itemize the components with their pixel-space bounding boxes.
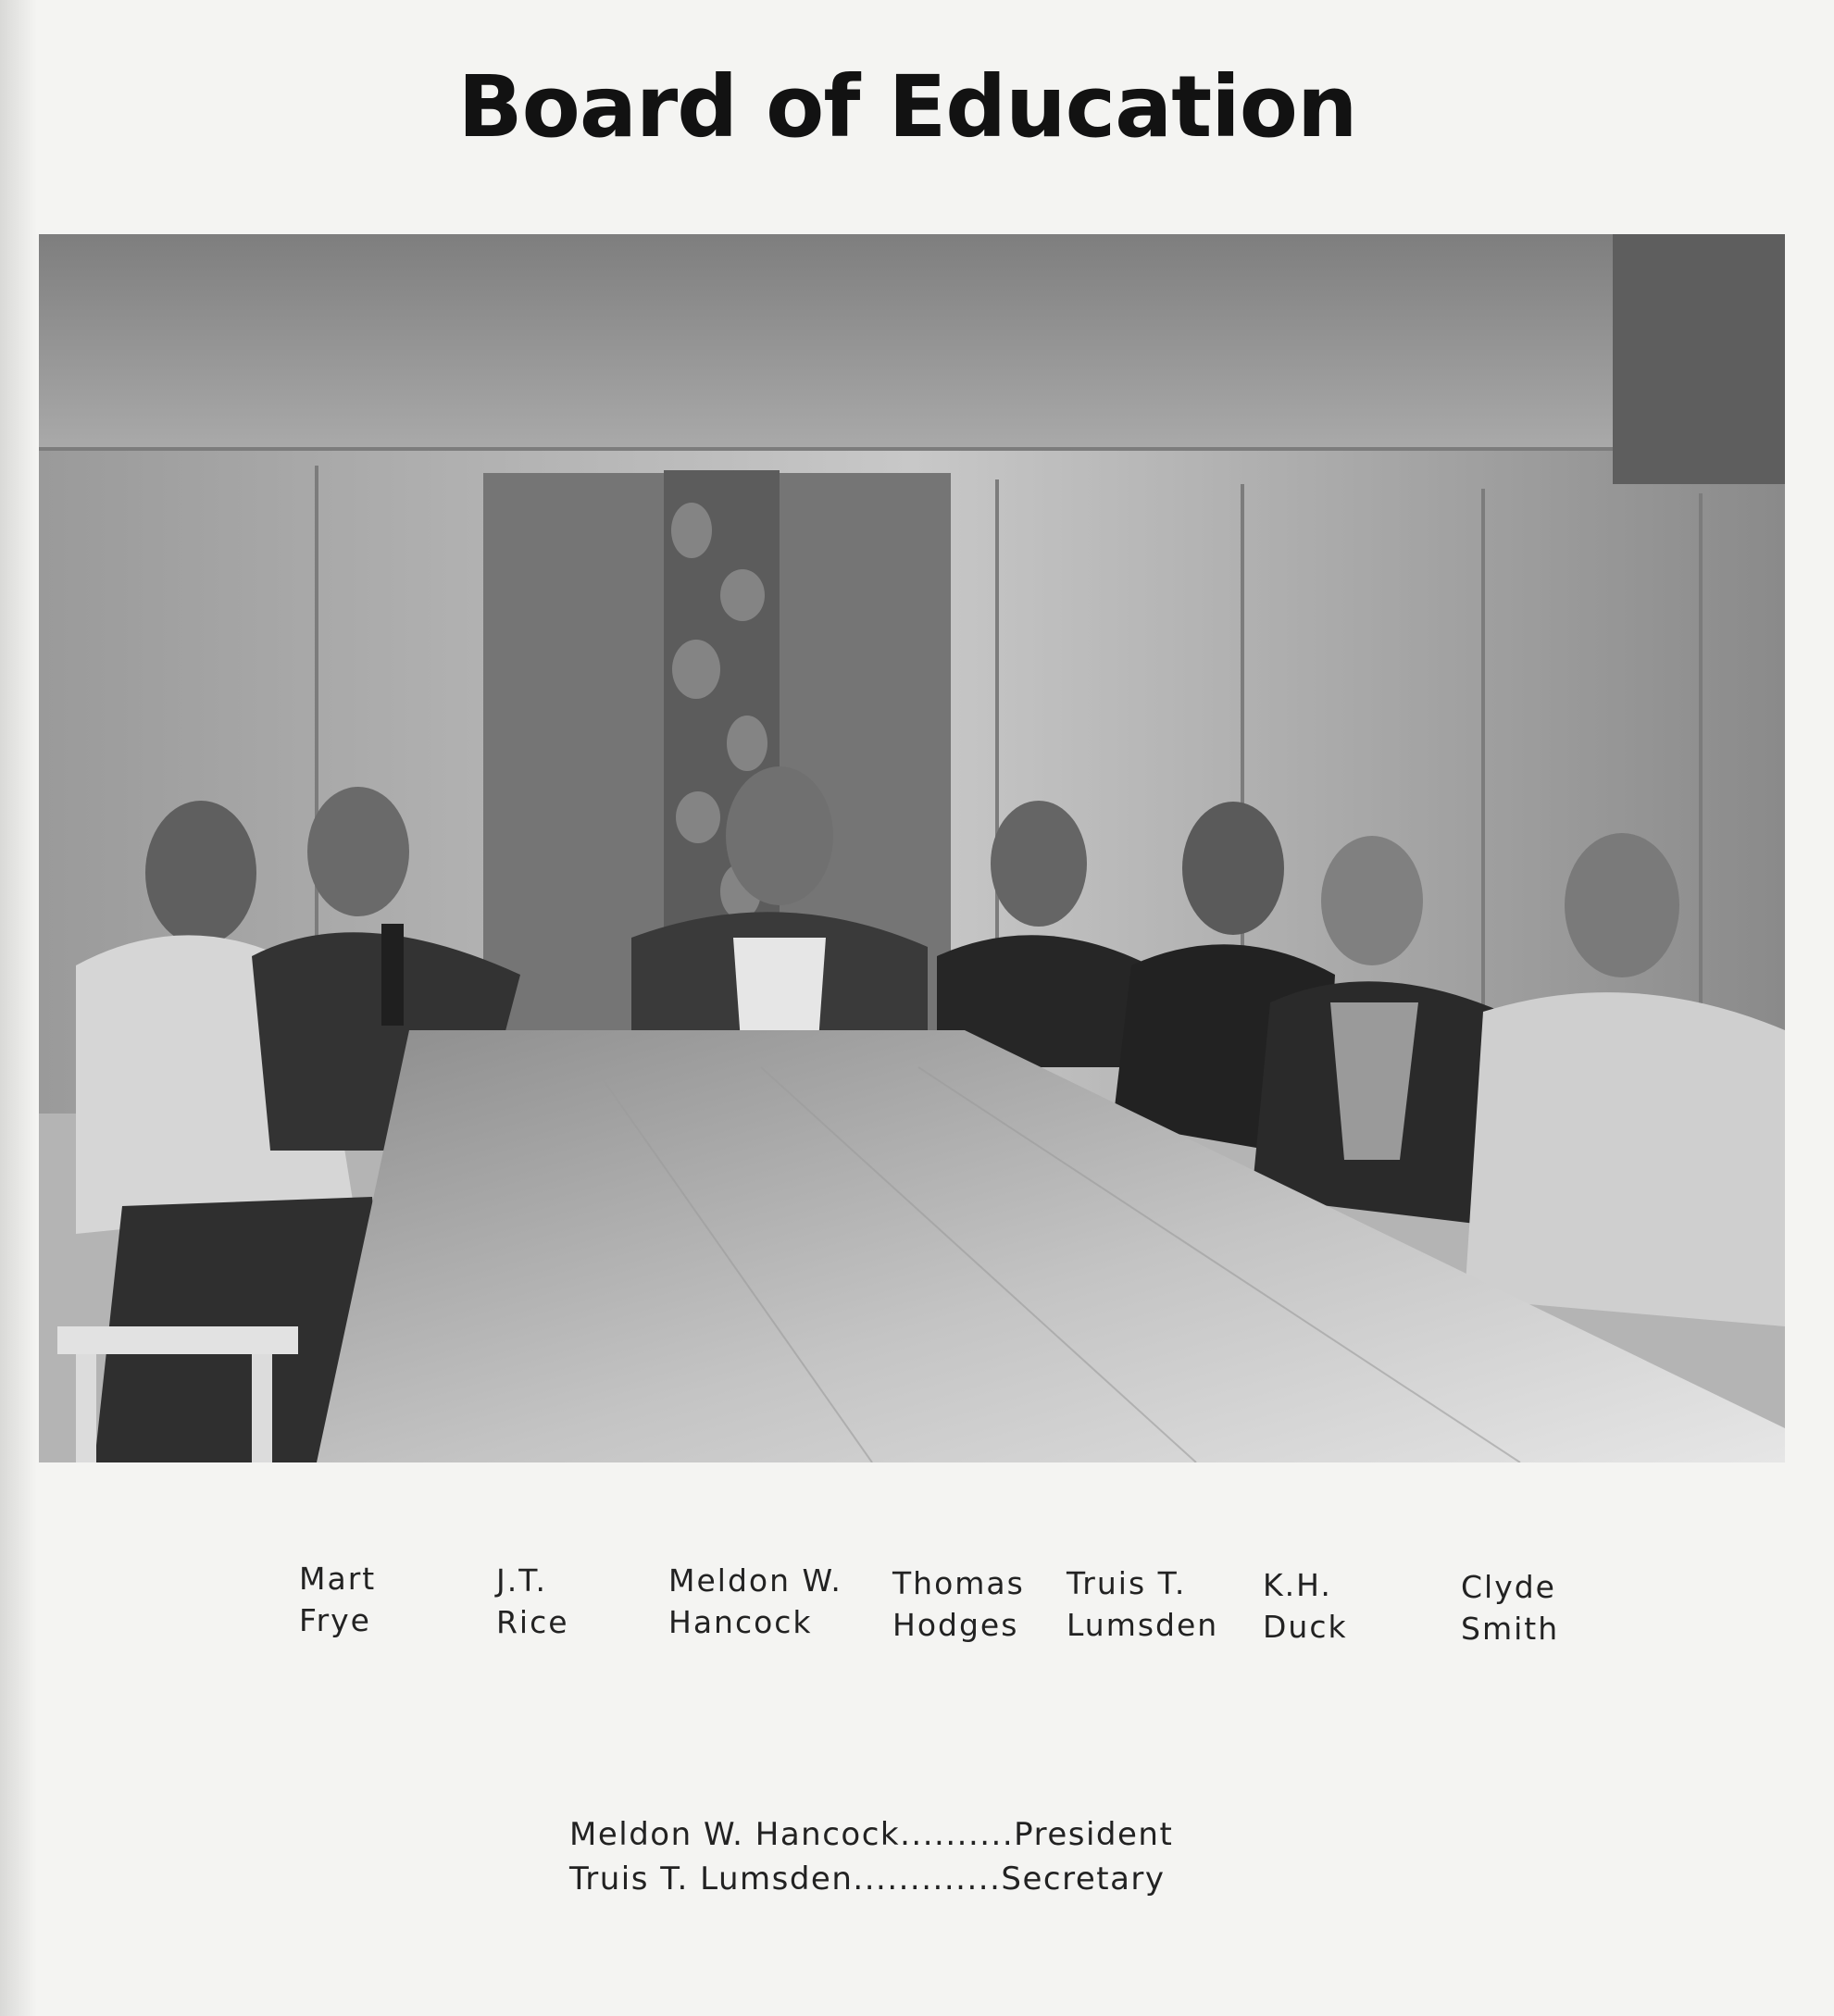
member-first-name: J.T. xyxy=(496,1562,547,1599)
caption-member-3 xyxy=(668,1560,842,1643)
board-photo xyxy=(39,234,1785,1462)
caption-member-1 xyxy=(299,1558,376,1641)
member-last-name: Rice xyxy=(496,1604,569,1640)
member-first-name: Truis T. xyxy=(1067,1565,1187,1601)
officer-secretary-line: Truis T. Lumsden.............Secretary xyxy=(569,1860,1166,1898)
member-last-name: Hodges xyxy=(892,1607,1019,1643)
member-last-name: Duck xyxy=(1263,1609,1348,1645)
caption-member-2 xyxy=(496,1560,569,1643)
officer-president-line: Meldon W. Hancock..........President xyxy=(569,1816,1174,1853)
member-first-name: Thomas xyxy=(892,1565,1025,1601)
caption-member-4 xyxy=(892,1562,1025,1646)
member-last-name: Hancock xyxy=(668,1604,813,1640)
caption-member-7 xyxy=(1461,1566,1559,1649)
officers-list xyxy=(569,1812,1173,1901)
member-first-name: K.H. xyxy=(1263,1567,1332,1603)
member-last-name: Frye xyxy=(299,1602,371,1638)
member-first-name: Mart xyxy=(299,1561,377,1597)
member-last-name: Smith xyxy=(1461,1611,1560,1647)
member-last-name: Lumsden xyxy=(1067,1607,1219,1643)
caption-member-5 xyxy=(1067,1562,1218,1646)
page-shadow-edge xyxy=(0,0,37,2016)
page-title: Board of Education xyxy=(457,57,1357,156)
caption-member-6 xyxy=(1263,1564,1348,1648)
member-first-name: Meldon W. xyxy=(668,1562,842,1599)
member-first-name: Clyde xyxy=(1461,1569,1556,1605)
